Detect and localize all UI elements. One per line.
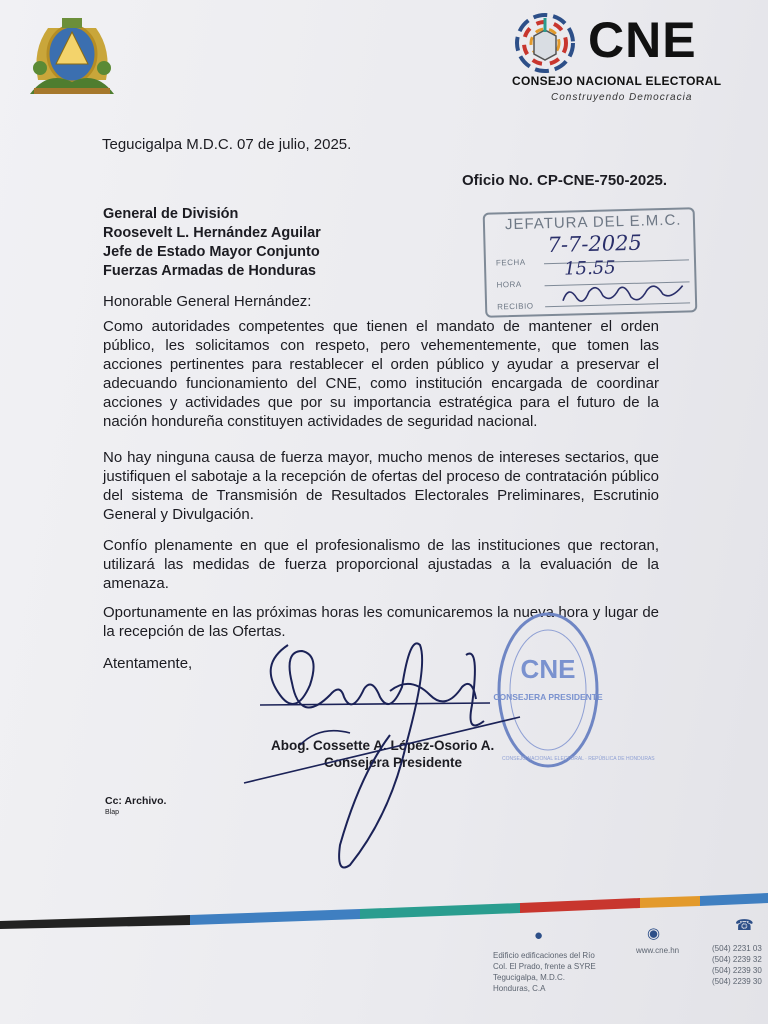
footer-address-line: Col. El Prado, frente a SYRE [493, 962, 596, 971]
globe-icon: ◉ [647, 925, 661, 942]
stamp-fecha-value: 7-7-2025 [547, 230, 643, 258]
footer-phone: (504) 2231 03 [712, 944, 762, 953]
reference-number: Oficio No. CP-CNE-750-2025. [462, 172, 668, 189]
footer-phone: (504) 2239 32 [712, 955, 762, 964]
recipient-line: Roosevelt L. Hernández Aguilar [103, 225, 321, 241]
handwritten-signature [240, 625, 540, 875]
cne-logo-icon [510, 10, 580, 76]
seal-ring-text: CONSEJO NACIONAL ELECTORAL · REPÚBLICA DE HONDURAS [502, 756, 655, 762]
closing: Atentamente, [103, 655, 193, 672]
footer-phones [712, 943, 762, 987]
body-paragraph: No hay ninguna causa de fuerza mayor, mucho menos de intereses sectarios, que justifiquen el sabotaje a la recepción de ofertas del proceso de contratación público del sistema de Transmisión de Resultados Electorales Preliminares, Escrutinio General y Divulgación. [103, 449, 659, 523]
signer-title: Consejera Presidente [324, 755, 463, 770]
body-paragraph: Como autoridades competentes que tienen el mandato de mantener el orden público, les solicitamos con respeto, pero vehementemente, que tomen las acciones pertinentes para restablecer el orden público y ayudar a preservar el adecuando funcionamiento del CNE, como institución encargada de coordinar acciones y actividades que por su importancia estratégica para el futuro de la nación hondureña constituyen actividades de seguridad nacional. [103, 318, 659, 430]
stamp-title: JEFATURA DEL E.M.C. [504, 211, 682, 234]
footer-address-line: Honduras, C.A [493, 984, 546, 993]
received-stamp [483, 207, 698, 318]
typist-initials: Blap [105, 809, 120, 816]
signer-name: Abog. Cossette A. López-Osorio A. [271, 738, 495, 753]
location-pin-icon: ● [534, 927, 544, 944]
footer-address-line: Edificio edificaciones del Río [493, 951, 595, 960]
recipient-block [103, 205, 321, 281]
recipient-line: Jefe de Estado Mayor Conjunto [103, 244, 320, 260]
organization-tagline: Construyendo Democracia [551, 92, 693, 103]
footer-color-stripe [0, 893, 768, 929]
honduras-coat-of-arms [28, 10, 116, 102]
stamp-hora-label: HORA [496, 279, 522, 290]
footer-website[interactable]: www.cne.hn [636, 946, 680, 955]
footer-phone: (504) 2239 30 [712, 966, 762, 975]
seal-center: CNE [520, 654, 576, 684]
body-paragraph: Confío plenamente en que el profesionalismo de las instituciones que rectoran, utilizará las medidas de fuerza proporcional ajustadas a la evaluación de la amenaza. [103, 537, 659, 592]
date-line: Tegucigalpa M.D.C. 07 de julio, 2025. [102, 136, 352, 153]
stamp-recibio-signature [558, 277, 689, 308]
salutation: Honorable General Hernández: [103, 293, 312, 310]
footer-address [493, 950, 596, 994]
cne-logo-text: CNE [588, 12, 697, 68]
seal-role: CONSEJERA PRESIDENTE [493, 692, 603, 702]
recipient-line: General de División [103, 206, 239, 222]
body-paragraph: Oportunamente en las próximas horas les comunicaremos la nueva hora y lugar de la recepción de las Ofertas. [103, 604, 659, 640]
phone-icon: ☎ [735, 917, 754, 934]
stamp-recibio-label: RECIBIO [497, 301, 534, 312]
recipient-line: Fuerzas Armadas de Honduras [103, 263, 316, 279]
footer-address-line: Tegucigalpa, M.D.C. [493, 973, 566, 982]
footer-phone: (504) 2239 30 [712, 977, 762, 986]
stamp-hora-value: 15.55 [563, 257, 616, 280]
organization-name: CONSEJO NACIONAL ELECTORAL [512, 74, 722, 88]
cc-line: Cc: Archivo. [105, 795, 167, 807]
stamp-fecha-label: FECHA [495, 257, 526, 268]
